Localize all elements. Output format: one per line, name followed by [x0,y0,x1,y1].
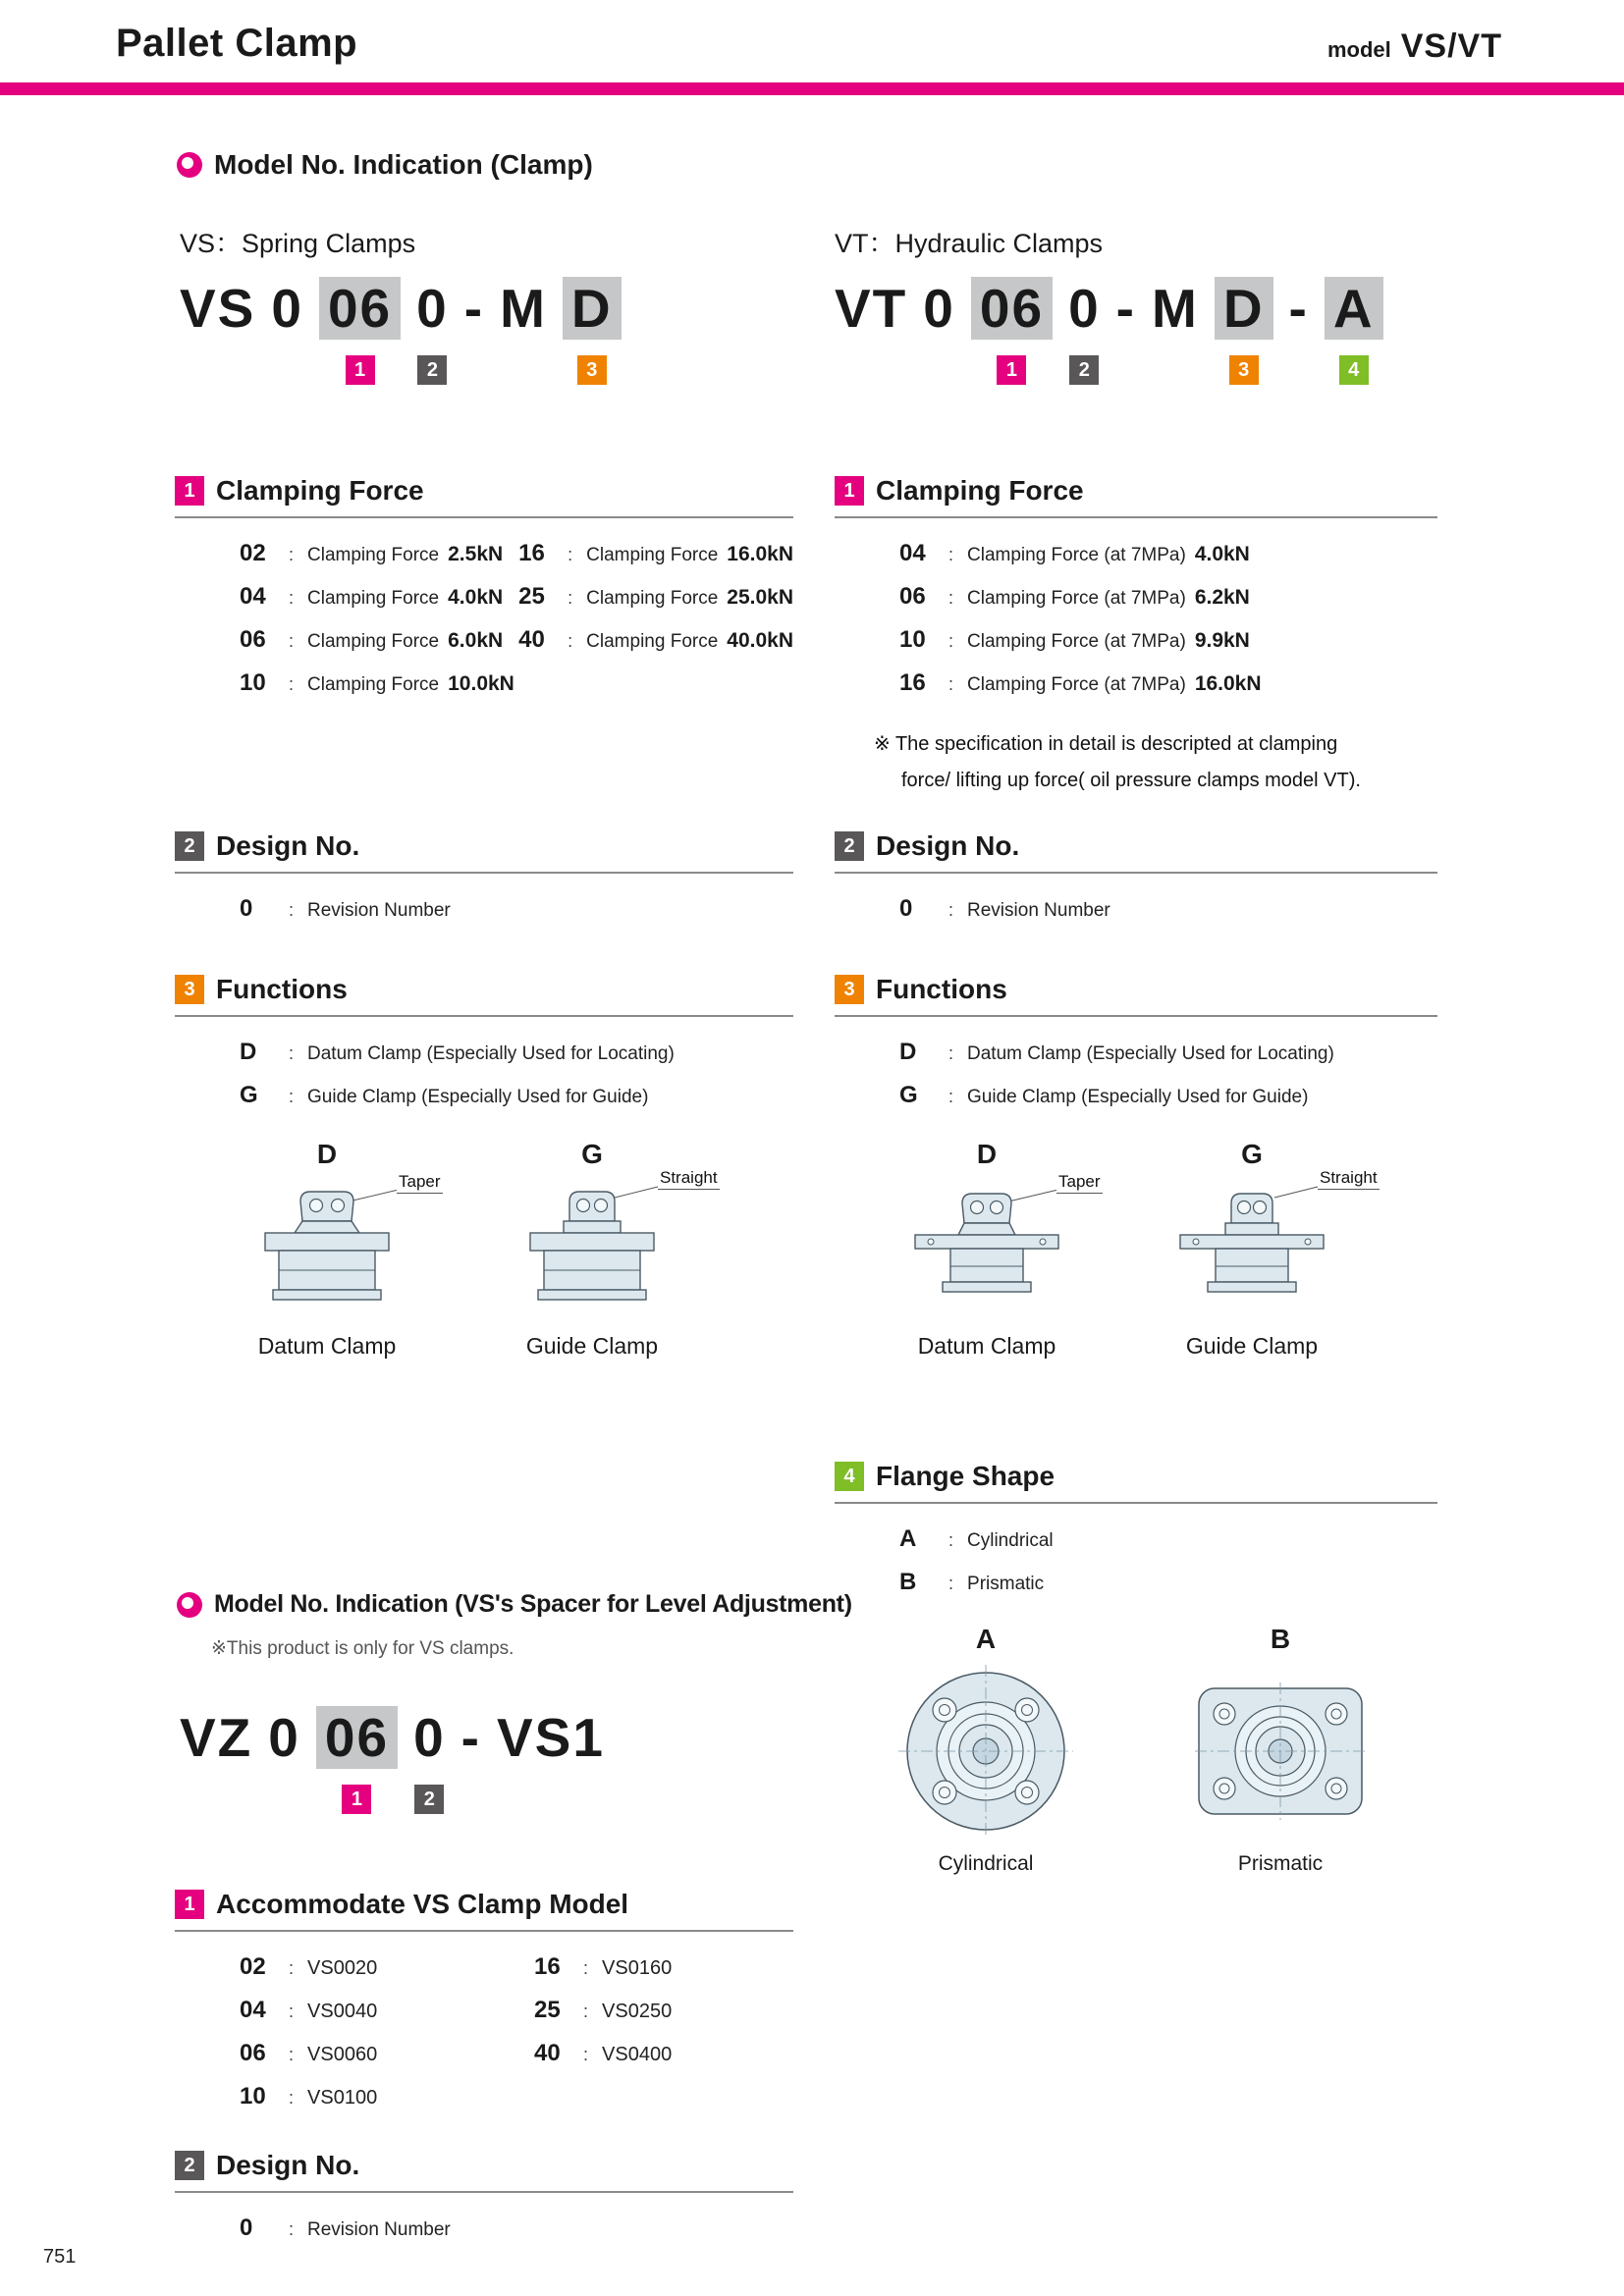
section-2-badge: 2 [835,831,864,861]
section-header [175,974,793,1017]
spec-colon: : [289,2002,295,2021]
spec-value: 16.0kN [1194,672,1262,695]
marker-3-badge: 3 [577,355,607,385]
figure-label: G [1241,1139,1263,1169]
spec-label: Cylindrical [967,1530,1054,1551]
vt-functions-section [835,974,1437,1360]
spec-row [534,2040,672,2083]
vt-model-part: VT [835,278,908,339]
figure-caption: Guide Clamp [525,1333,659,1359]
spec-colon: : [948,674,954,694]
header-accent-bar [0,82,1624,95]
vz-accommodate-section [175,1889,793,2126]
spec-code: 10 [240,669,266,696]
spec-code: B [899,1569,917,1595]
spec-colon: : [289,2219,295,2239]
spec-row [534,1997,672,2040]
section-2-badge: 2 [175,831,204,861]
vs-clamping-force-section [175,475,793,713]
spec-row [899,583,1437,626]
spec-label: Clamping Force [307,674,440,695]
spec-label: Clamping Force (at 7MPa) [967,545,1186,565]
spec-rows [835,1039,1437,1125]
marker-4-badge: 4 [1339,355,1369,385]
spec-value: 2.5kN [448,543,504,565]
vt-design-section [835,830,1437,938]
spec-row [899,540,1437,583]
spec-row [240,2040,534,2083]
datum-clamp-drawing [874,1176,1100,1323]
guide-clamp-figure [479,1139,718,1360]
spec-label: Prismatic [967,1574,1045,1594]
cylindrical-flange-figure [858,1624,1113,1876]
spacer-indication-heading [177,1590,852,1619]
spec-rows [175,1953,793,2126]
spec-row [240,1953,534,1997]
spec-code: 04 [240,1997,266,2023]
figure-label: D [976,1139,998,1169]
figure-caption: Prismatic [1237,1852,1324,1875]
spec-row [240,1082,793,1125]
spec-label: Revision Number [967,900,1110,921]
spec-row [240,669,518,713]
spec-code: 25 [534,1997,561,2023]
section-title: Design No. [216,2150,360,2180]
spec-code: 16 [534,1953,561,1980]
spec-row [240,626,518,669]
vs-model-number [180,277,622,385]
spec-value: VS0250 [602,2001,673,2022]
spec-code: G [240,1082,258,1108]
spec-value: 4.0kN [448,586,504,609]
spec-code: 04 [240,583,266,610]
spec-value: VS0020 [307,1957,378,1979]
spec-value: 40.0kN [727,629,793,652]
spec-row [899,626,1437,669]
spec-value: 4.0kN [1194,543,1250,565]
spec-label: Clamping Force [307,631,440,652]
header-model-value: VS/VT [1400,27,1502,65]
section-1-badge: 1 [835,476,864,506]
figure-label: G [581,1139,603,1169]
spec-colon: : [583,2045,589,2064]
header-model [1327,27,1502,66]
spec-code: G [899,1082,918,1108]
spec-label: Datum Clamp (Especially Used for Locating) [307,1043,675,1064]
spec-row [899,1082,1437,1125]
spacer-indication-title: Model No. Indication (VS's Spacer for Level Adjustment) [214,1590,852,1618]
vz-model-part: VS1 [496,1707,605,1768]
section-title: Design No. [876,830,1020,861]
spec-value: 6.0kN [448,629,504,652]
guide-clamp-figure [1139,1139,1378,1360]
section-title: Clamping Force [876,475,1084,506]
spec-label: Revision Number [307,2219,451,2240]
spec-rows [175,895,793,938]
vs-model-part: VS [180,278,256,339]
clamping-force-note [835,726,1437,799]
spec-row [240,1997,534,2040]
clamp-indication-heading [177,149,593,181]
section-2-badge: 2 [175,2151,204,2180]
spec-code: 25 [518,583,545,610]
spec-code: 0 [240,2215,253,2241]
section-bullet-icon [177,1592,202,1618]
vt-model-part: M [1151,278,1199,339]
spec-colon: : [289,588,295,608]
spec-row [240,2083,534,2126]
section-title: Clamping Force [216,475,424,506]
spec-code: 0 [899,895,913,922]
spec-colon: : [289,1087,295,1106]
section-header [835,475,1437,518]
spec-code: D [899,1039,917,1065]
spec-colon: : [948,1043,954,1063]
section-1-badge: 1 [175,476,204,506]
vs-design-section [175,830,793,938]
spec-code: 06 [240,2040,266,2066]
spec-value: VS0400 [602,2044,673,2065]
spec-colon: : [568,545,573,564]
function-figures [175,1139,793,1360]
section-header [835,974,1437,1017]
spec-row [899,669,1437,713]
spec-colon: : [583,2002,589,2021]
vt-heading: VT：Hydraulic Clamps [835,229,1104,258]
spec-label: Clamping Force (at 7MPa) [967,674,1186,695]
figure-label: A [975,1624,997,1654]
straight-callout: Straight [1318,1168,1380,1190]
spec-row [518,583,793,626]
spec-row [899,1039,1437,1082]
spec-label: Clamping Force (at 7MPa) [967,631,1186,652]
figure-caption: Datum Clamp [917,1333,1056,1359]
vt-model-part: - [1288,278,1309,339]
vz-model-part-accommodate: 06 [316,1706,398,1769]
spec-colon: : [289,2045,295,2064]
marker-1-badge: 1 [997,355,1026,385]
spec-value: VS0040 [307,2001,378,2022]
vt-clamping-force-section [835,475,1437,799]
guide-clamp-drawing [479,1176,705,1323]
section-3-badge: 3 [175,975,204,1004]
spec-colon: : [289,674,295,694]
figure-caption: Guide Clamp [1185,1333,1319,1359]
spec-value: 10.0kN [448,672,514,695]
spec-colon: : [948,1530,954,1550]
spec-colon: : [289,900,295,920]
spec-colon: : [289,545,295,564]
spec-colon: : [289,1043,295,1063]
spec-row [899,1525,1437,1569]
spec-label: Clamping Force [586,588,719,609]
vt-model-part-clamping-force: 06 [971,277,1053,340]
spec-code: 02 [240,540,266,566]
spec-code: 10 [240,2083,266,2109]
vz-model-number [180,1706,605,1814]
spec-label: Clamping Force [586,631,719,652]
spec-colon: : [948,1087,954,1106]
spec-colon: : [948,1574,954,1593]
spec-rows [835,895,1437,938]
datum-clamp-figure [874,1139,1100,1360]
spec-row [240,2215,793,2258]
spec-value: VS0100 [307,2087,378,2109]
vs-model-part: - [463,278,485,339]
section-title: Design No. [216,830,360,861]
section-header [175,2150,793,2193]
section-1-badge: 1 [175,1890,204,1919]
spec-colon: : [289,1958,295,1978]
spec-value: VS0060 [307,2044,378,2065]
vz-model-part: - [460,1707,481,1768]
spec-row [240,895,793,938]
function-figures [835,1139,1437,1360]
spec-label: Guide Clamp (Especially Used for Guide) [307,1087,649,1107]
taper-callout: Taper [1056,1172,1103,1194]
datum-clamp-figure [214,1139,440,1360]
spec-rows [175,540,793,713]
spec-code: 16 [518,540,545,566]
spec-value: VS0160 [602,1957,673,1979]
spec-code: 06 [899,583,926,610]
spec-colon: : [583,1958,589,1978]
spec-label: Revision Number [307,900,451,921]
spec-value: 9.9kN [1194,629,1250,652]
spec-code: 0 [240,895,253,922]
spec-colon: : [289,2088,295,2108]
vt-model-part: - [1115,278,1136,339]
section-3-badge: 3 [835,975,864,1004]
clamp-indication-title: Model No. Indication (Clamp) [214,149,593,180]
spec-code: 06 [240,626,266,653]
section-title: Functions [216,974,348,1004]
vt-model-number [835,277,1383,385]
section-bullet-icon [177,152,202,178]
section-header [835,1461,1437,1504]
section-title: Flange Shape [876,1461,1056,1491]
vz-model-part: 0 [268,1707,300,1768]
datum-clamp-drawing [214,1176,440,1323]
vz-design-section [175,2150,793,2258]
vs-model-part-clamping-force: 06 [319,277,401,340]
vt-model-part: 0 [923,278,955,339]
prismatic-flange-drawing [1187,1661,1374,1842]
spec-label: Clamping Force [586,545,719,565]
spec-label: Guide Clamp (Especially Used for Guide) [967,1087,1309,1107]
taper-callout: Taper [397,1172,443,1194]
marker-1-badge: 1 [346,355,375,385]
header-model-label: model [1326,37,1391,62]
spec-rows [835,540,1437,713]
note-line-1: ※ The specification in detail is descripted at clamping [874,733,1338,755]
spec-code: 02 [240,1953,266,1980]
spec-colon: : [948,545,954,564]
spec-row [899,895,1437,938]
page-number: 751 [43,2246,77,2268]
guide-clamp-drawing [1139,1176,1365,1323]
spec-row [899,1569,1437,1612]
cylindrical-flange-drawing [893,1661,1079,1842]
vz-model-part-design: 0 [413,1707,446,1768]
section-4-badge: 4 [835,1462,864,1491]
spec-colon: : [948,631,954,651]
figure-label: D [316,1139,338,1169]
spec-value: 16.0kN [727,543,793,565]
spacer-note: ※This product is only for VS clamps. [211,1638,514,1659]
vs-model-part: 0 [271,278,303,339]
spec-row [534,1953,672,1997]
page-title: Pallet Clamp [116,22,358,65]
spec-colon: : [289,631,295,651]
spec-value: 25.0kN [727,586,793,609]
spec-row [240,583,518,626]
spec-colon: : [568,588,573,608]
marker-3-badge: 3 [1229,355,1259,385]
vz-model-part: VZ [180,1707,253,1768]
vs-heading: VS：Spring Clamps [180,229,416,258]
spec-code: 40 [518,626,545,653]
section-header [835,830,1437,874]
spec-rows [835,1525,1437,1612]
figure-caption: Datum Clamp [257,1333,397,1359]
spec-colon: : [568,631,573,651]
spec-colon: : [948,588,954,608]
spec-code: 10 [899,626,926,653]
spec-rows [175,2215,793,2258]
section-header [175,475,793,518]
spec-row [240,540,518,583]
vt-flange-section [835,1461,1437,1876]
spec-label: Clamping Force [307,588,440,609]
spec-row [518,626,793,669]
spec-code: 16 [899,669,926,696]
figure-caption: Cylindrical [938,1852,1034,1875]
spec-label: Clamping Force [307,545,440,565]
vs-model-part-design: 0 [416,278,449,339]
spec-code: 40 [534,2040,561,2066]
vt-model-part-function: D [1215,277,1273,340]
figure-label: B [1270,1624,1291,1654]
vs-model-part-function: D [563,277,622,340]
marker-2-badge: 2 [414,1785,444,1814]
spec-value: 6.2kN [1194,586,1250,609]
section-title: Accommodate VS Clamp Model [216,1889,629,1919]
section-title: Functions [876,974,1007,1004]
spec-code: D [240,1039,257,1065]
spec-code: A [899,1525,917,1552]
section-header [175,1889,793,1932]
spec-code: 04 [899,540,926,566]
vs-functions-section [175,974,793,1360]
marker-1-badge: 1 [342,1785,371,1814]
straight-callout: Straight [658,1168,720,1190]
note-line-2: force/ lifting up force( oil pressure clamps model VT). [901,770,1361,791]
spec-rows [175,1039,793,1125]
marker-2-badge: 2 [417,355,447,385]
spec-colon: : [948,900,954,920]
section-header [175,830,793,874]
vt-model-part-flange: A [1325,277,1383,340]
vt-model-part-design: 0 [1068,278,1101,339]
flange-figures [835,1624,1437,1876]
spec-row [518,540,793,583]
spec-label: Clamping Force (at 7MPa) [967,588,1186,609]
spec-row [240,1039,793,1082]
spec-label: Datum Clamp (Especially Used for Locating) [967,1043,1334,1064]
marker-2-badge: 2 [1069,355,1099,385]
prismatic-flange-figure [1153,1624,1408,1876]
vs-model-part: M [500,278,547,339]
